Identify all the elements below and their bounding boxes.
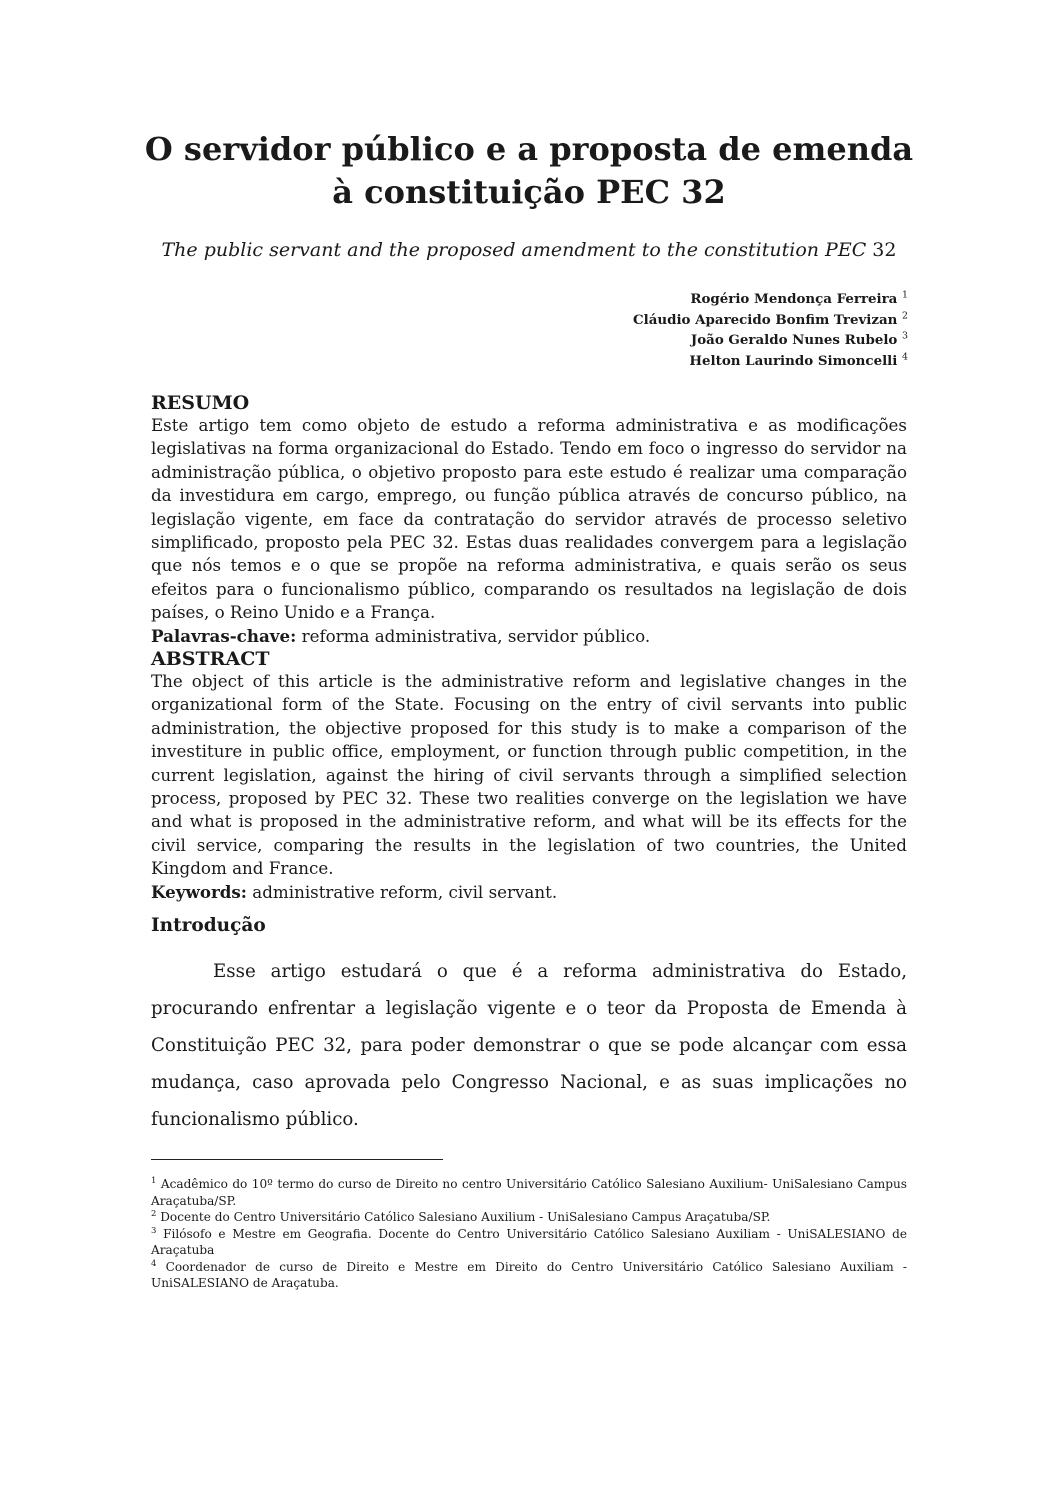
footnote-text: Docente do Centro Universitário Católico Salesiano Auxilium - UniSalesiano Campus Araçatuba/SP.	[156, 1210, 771, 1224]
footnotes	[151, 1176, 907, 1292]
author-list	[633, 289, 908, 371]
abstract-body: The object of this article is the administrative reform and legislative changes in the organizational form of the State. Focusing on the entry of civil servants into public administration, the objective proposed for this study is to make a comparison of the investiture in public office, employment, or function through public competition, in the current legislation, against the hiring of civil servants through a simplified selection process, proposed by PEC 32. These two realities converge on the legislation we have and what is proposed in the administrative reform, and what will be its effects for the civil service, comparing the results in the legislation of two countries, the United Kingdom and France.	[151, 671, 907, 879]
author	[633, 330, 908, 351]
author-footnote-mark: 3	[902, 330, 908, 342]
footnote-text: Coordenador de curso de Direito e Mestre em Direito do Centro Universitário Católico Salesiano Auxiliam - UniSALESIANO de Araçatuba.	[151, 1259, 907, 1290]
footnote	[151, 1226, 907, 1259]
footnote-text: Filósofo e Mestre em Geografia. Docente do Centro Universitário Católico Salesiano Auxiliam - UniSALESIANO de Araçatuba	[151, 1226, 907, 1257]
author-footnote-mark: 4	[902, 351, 908, 363]
keywords-text: reforma administrativa, servidor público.	[296, 625, 651, 646]
resumo-keywords	[151, 625, 907, 648]
footnote-mark: 4	[151, 1257, 157, 1268]
author-footnote-mark: 1	[902, 289, 908, 301]
author-name: Helton Laurindo Simoncelli	[689, 352, 898, 369]
author	[633, 351, 908, 372]
author-name: João Geraldo Nunes Rubelo	[690, 332, 898, 348]
introduction-heading: Introdução	[151, 915, 266, 936]
keywords-text: administrative reform, civil servant.	[246, 881, 558, 902]
abstract-keywords	[151, 881, 907, 904]
footnote-text: Acadêmico do 10º termo do curso de Direito no centro Universitário Católico Salesiano Auxilium- UniSalesiano Campus Araçatuba/SP.	[151, 1177, 907, 1208]
author-name: Cláudio Aparecido Bonfim Trevizan	[632, 311, 898, 328]
footnote-mark: 2	[151, 1207, 157, 1218]
keywords-label: Palavras-chave:	[151, 625, 297, 646]
abstract-section	[151, 648, 907, 904]
paper-subtitle	[110, 237, 948, 263]
paper-title: O servidor público e a proposta de emenda à constituição PEC 32	[144, 130, 914, 211]
subtitle-number: 32	[872, 239, 897, 261]
resumo-section	[151, 392, 907, 648]
resumo-heading: RESUMO	[151, 392, 250, 414]
author	[633, 310, 908, 331]
author	[633, 289, 908, 310]
footnote-mark: 1	[151, 1174, 157, 1185]
author-name: Rogério Mendonça Ferreira	[690, 291, 898, 307]
introduction-body: Esse artigo estudará o que é a reforma administrativa do Estado, procurando enfrentar a legislação vigente e o teor da Proposta de Emenda à Constituição PEC 32, para poder demonstrar o que se pode alcançar com essa mudança, caso aprovada pelo Congresso Nacional, e as suas implicações no funcionalismo público.	[151, 961, 907, 1130]
resumo-body: Este artigo tem como objeto de estudo a reforma administrativa e as modificações legislativas na forma organizacional do Estado. Tendo em foco o ingresso do servidor na administração pública, o objetivo proposto para este estudo é realizar uma comparação da investidura em cargo, emprego, ou função pública através de concurso público, na legislação vigente, em face da contratação do servidor através de processo seletivo simplificado, proposto pela PEC 32. Estas duas realidades convergem para a legislação que nós temos e o que se propõe na reforma administrativa, e quais serão os seus efeitos para o funcionalismo público, comparando os resultados na legislação de dois países, o Reino Unido e a França.	[151, 415, 907, 623]
footnote	[151, 1259, 907, 1292]
introduction-section	[151, 915, 907, 1138]
subtitle-text: The public servant and the proposed amendment to the constitution PEC	[161, 239, 873, 261]
author-footnote-mark: 2	[902, 310, 908, 322]
footnote-separator	[151, 1159, 443, 1160]
keywords-label: Keywords:	[151, 881, 247, 902]
abstract-heading: ABSTRACT	[151, 648, 270, 670]
footnote-mark: 3	[151, 1224, 157, 1235]
footnote	[151, 1209, 907, 1226]
footnote	[151, 1176, 907, 1209]
